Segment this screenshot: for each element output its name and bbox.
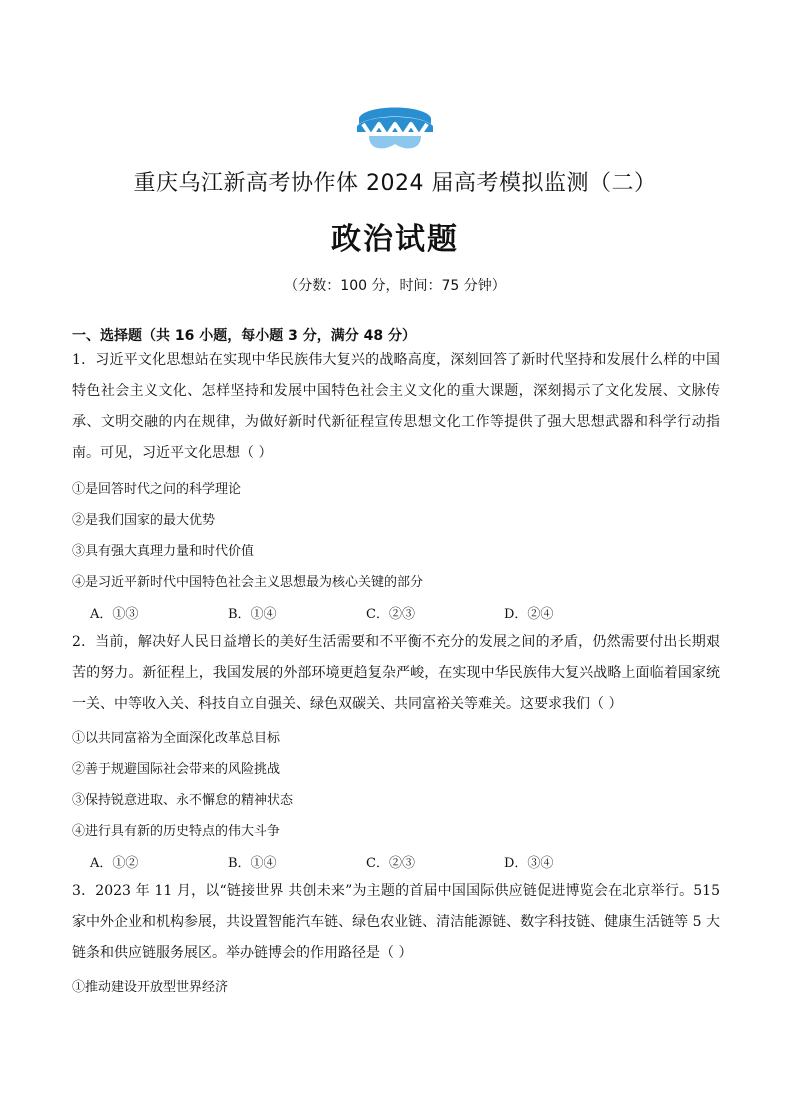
question-1-stem: 1．习近平文化思想站在实现中华民族伟大复兴的战略高度，深刻回答了新时代坚持和发展什么样的中国特色社会主义文化、怎样坚持和发展中国特色社会主义文化的重大课题，深刻揭示了文化发展、文脉传承、文明交融的内在规律，为做好新时代新征程宣传思想文化工作等提供了强大思想武器和科学行动指南。可见，习近平文化思想（ ）	[72, 352, 720, 461]
question-2-option: ②善于规避国际社会带来的风险挑战	[72, 762, 281, 777]
choice-c[interactable]: C．②③	[366, 856, 415, 871]
question-3-stem: 3．2023 年 11 月，以“链接世界 共创未来”为主题的首届中国国际供应链促进博览会在北京举行。515 家中外企业和机构参展，共设置智能汽车链、绿色农业链、清洁能源链、数字科技链、健康生活链等 5 大链条和供应链服务展区。举办链博会的作用路径是（ ）	[72, 883, 720, 961]
question-3-option: ①推动建设开放型世界经济	[72, 980, 229, 995]
choice-a[interactable]: A．①③	[90, 607, 139, 622]
choice-d[interactable]: D．③④	[504, 856, 554, 871]
question-2-choices	[90, 852, 650, 871]
exam-meta: （分数：100 分，时间：75 分钟）	[284, 278, 506, 294]
exam-title: 重庆乌江新高考协作体 2024 届高考模拟监测（二）	[133, 171, 657, 196]
question-1-option: ④是习近平新时代中国特色社会主义思想最为核心关键的部分	[72, 575, 424, 590]
question-1-choices	[90, 603, 650, 622]
question-2-option: ①以共同富裕为全面深化改革总目标	[72, 731, 281, 746]
choice-d[interactable]: D．②④	[504, 607, 554, 622]
question-2-stem: 2．当前，解决好人民日益增长的美好生活需要和不平衡不充分的发展之间的矛盾，仍然需要付出长期艰苦的努力。新征程上，我国发展的外部环境更趋复杂严峻，在实现中华民族伟大复兴战略上面临着国家统一关、中等收入关、科技自立自强关、绿色双碳关、共同富裕关等难关。这要求我们（ ）	[72, 634, 720, 712]
choice-b[interactable]: B．①④	[228, 856, 277, 871]
choice-a[interactable]: A．①②	[90, 856, 139, 871]
section-heading: 一、选择题（共 16 小题，每小题 3 分，满分 48 分）	[72, 328, 416, 344]
question-2-option: ④进行具有新的历史特点的伟大斗争	[72, 824, 281, 839]
exam-subject: 政治试题	[331, 222, 459, 257]
question-1-option: ③具有强大真理力量和时代价值	[72, 544, 255, 559]
question-2-option: ③保持锐意进取、永不懈怠的精神状态	[72, 793, 294, 808]
school-logo-icon	[355, 100, 435, 155]
question-1-option: ①是回答时代之问的科学理论	[72, 482, 242, 497]
choice-c[interactable]: C．②③	[366, 607, 415, 622]
question-1-option: ②是我们国家的最大优势	[72, 513, 216, 528]
choice-b[interactable]: B．①④	[228, 607, 277, 622]
